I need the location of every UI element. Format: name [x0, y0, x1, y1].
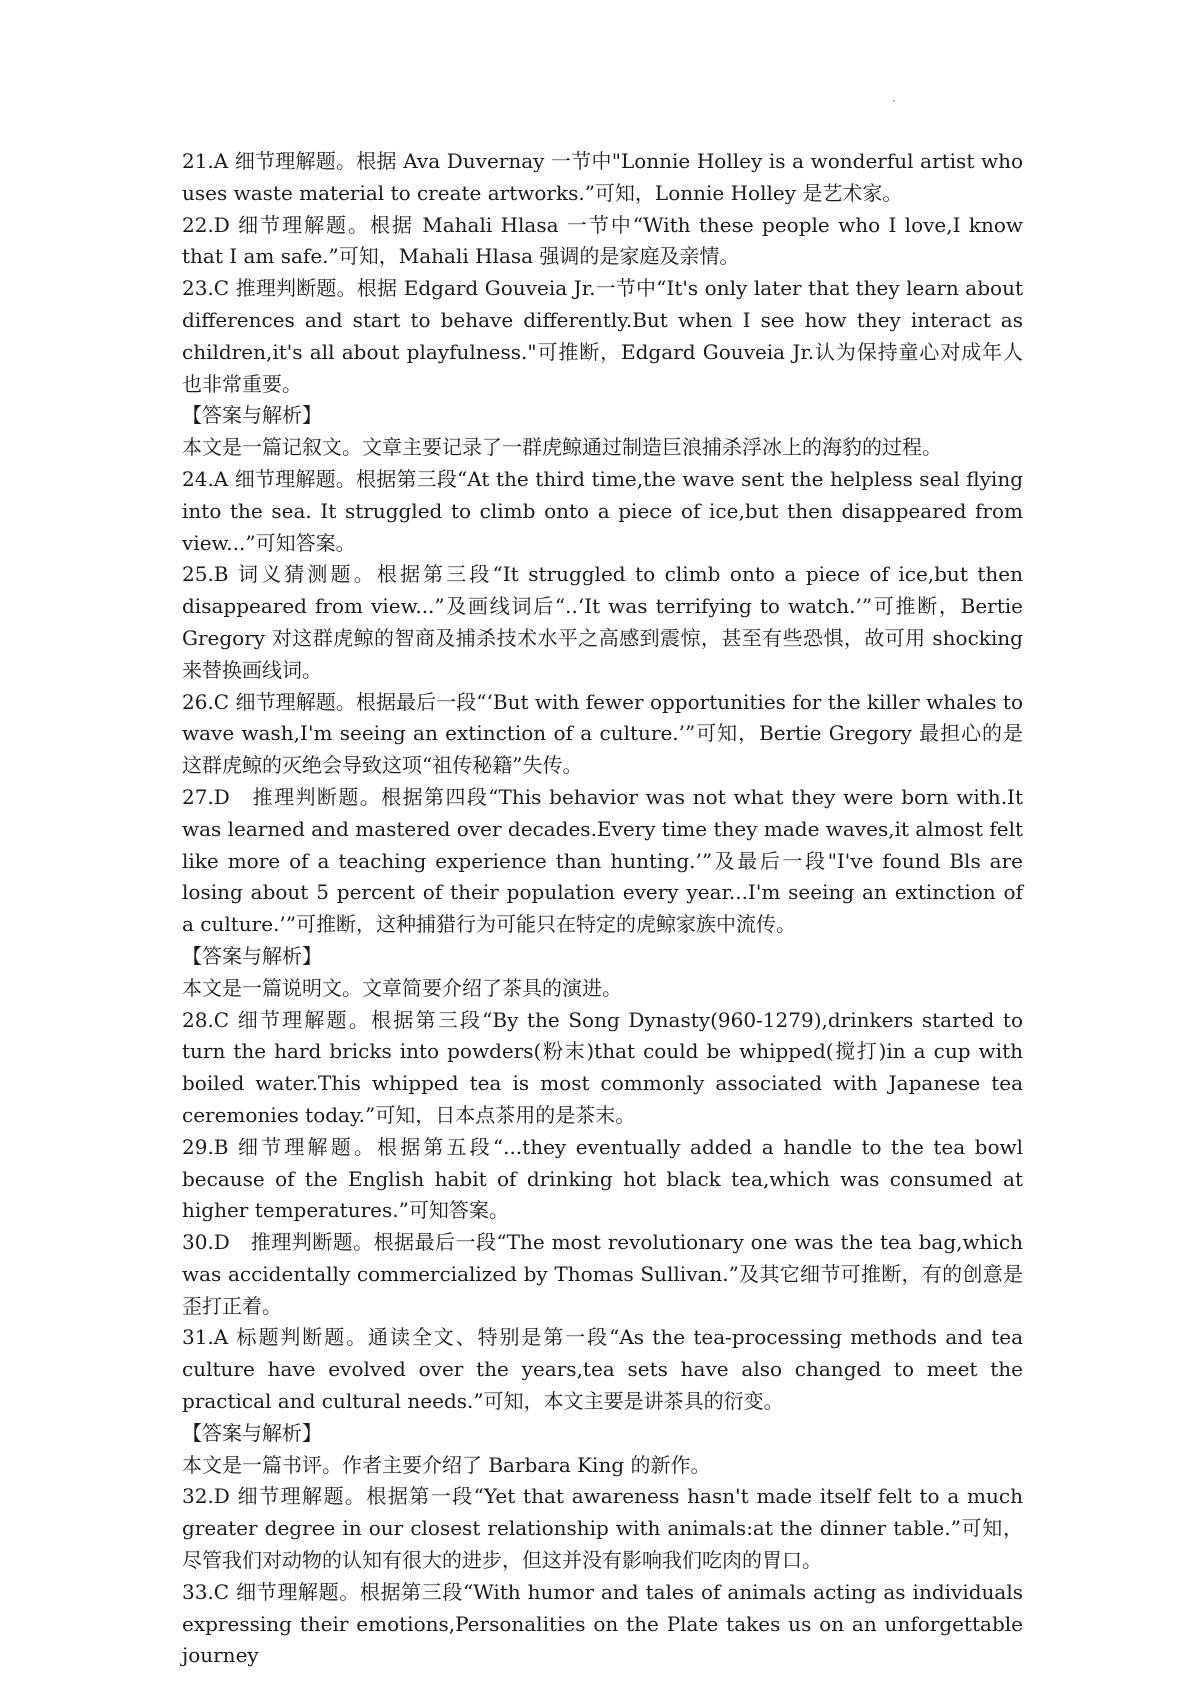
answer-27: 27.D 推理判断题。根据第四段“This behavior was not what they were born with.It was learned and mastered over decades.Every time they made waves,it almost felt like more of a teaching experience than hunting.’”及最后一段"I've found Bls are losing about 5 percent of their population every year...I'm seeing an extinction of a culture.’”可推断，这种捕猎行为可能只在特定的虎鲸家族中流传。: [182, 784, 1024, 937]
passage-summary: 本文是一篇记叙文。文章主要记录了一群虎鲸通过制造巨浪捕杀浮冰上的海豹的过程。: [182, 435, 942, 460]
answer-30: 30.D 推理判断题。根据最后一段“The most revolutionary one was the tea bag,which was accidentally commercialized by Thomas Sullivan.”及其它细节可推断，有的创意是歪打正着。: [182, 1230, 1023, 1318]
answer-explanations: [182, 146, 1023, 1672]
answer-31: 31.A 标题判断题。通读全文、特别是第一段“As the tea-processing methods and tea culture have evolved over the years,tea sets have also changed to meet the practical and cultural needs.”可知，本文主要是讲茶具的衍变。: [182, 1325, 1023, 1414]
scan-speck: [893, 100, 895, 102]
answer-22: 22.D 细节理解题。根据 Mahali Hlasa 一节中“With these people who I love,I know that I am safe.”可知，Mahali Hlasa 强调的是家庭及亲情。: [182, 212, 1023, 269]
answer-28: 28.C 细节理解题。根据第三段“By the Song Dynasty(960-1279),drinkers started to turn the hard bricks into powders(粉末)that could be whipped(搅打)in a cup with boiled water.This whipped tea is most commonly associated with Japanese tea ceremonies today.”可知，日本点茶用的是茶末。: [182, 1007, 1023, 1127]
answer-26: 26.C 细节理解题。根据最后一段“‘But with fewer opportunities for the killer whales to wave wash,I'm seeing an extinction of a culture.’”可知，Bertie Gregory 最担心的是这群虎鲸的灭绝会导致这项“祖传秘籍”失传。: [182, 689, 1023, 778]
answer-21: 21.A 细节理解题。根据 Ava Duvernay 一节中"Lonnie Holley is a wonderful artist who uses waste material to create artworks.”可知，Lonnie Holley 是艺术家。: [182, 149, 1023, 205]
section-heading: 【答案与解析】: [182, 943, 322, 968]
answer-32: 32.D 细节理解题。根据第一段“Yet that awareness hasn't made itself felt to a much greater degree in our closest relationship with animals:at the dinner table.”可知，尽管我们对动物的认知有很大的进步，但这并没有影响我们吃肉的胃口。: [182, 1484, 1023, 1573]
answer-33: 33.C 细节理解题。根据第三段“With humor and tales of animals acting as individuals expressing their emotions,Personalities on the Plate takes us on an unforgettable journey: [182, 1579, 1023, 1668]
passage-summary: 本文是一篇说明文。文章简要介绍了茶具的演进。: [182, 975, 622, 1000]
section-heading: 【答案与解析】: [182, 403, 322, 428]
section-heading: 【答案与解析】: [182, 1420, 322, 1445]
answer-24: 24.A 细节理解题。根据第三段“At the third time,the wave sent the helpless seal flying into the sea. It struggled to climb onto a piece of ice,but then disappeared from view...”可知答案。: [182, 466, 1023, 555]
answer-29: 29.B 细节理解题。根据第五段“...they eventually added a handle to the tea bowl because of the English habit of drinking hot black tea,which was consumed at higher temperatures.”可知答案。: [182, 1134, 1023, 1223]
answer-25: 25.B 词义猜测题。根据第三段“It struggled to climb onto a piece of ice,but then disappeared from view...”及画线词后“..‘It was terrifying to watch.’”可推断，Bertie Gregory 对这群虎鲸的智商及捕杀技术水平之高感到震惊，甚至有些恐惧，故可用 shocking 来替换画线词。: [182, 562, 1023, 682]
passage-summary: 本文是一篇书评。作者主要介绍了 Barbara King 的新作。: [182, 1452, 711, 1477]
answer-23: 23.C 推理判断题。根据 Edgard Gouveia Jr.一节中“It's only later that they learn about differences and start to behave differently.But when I see how they interact as children,it's all about playfulness."可推断，Edgard Gouveia Jr.认为保持童心对成年人也非常重要。: [182, 276, 1023, 396]
